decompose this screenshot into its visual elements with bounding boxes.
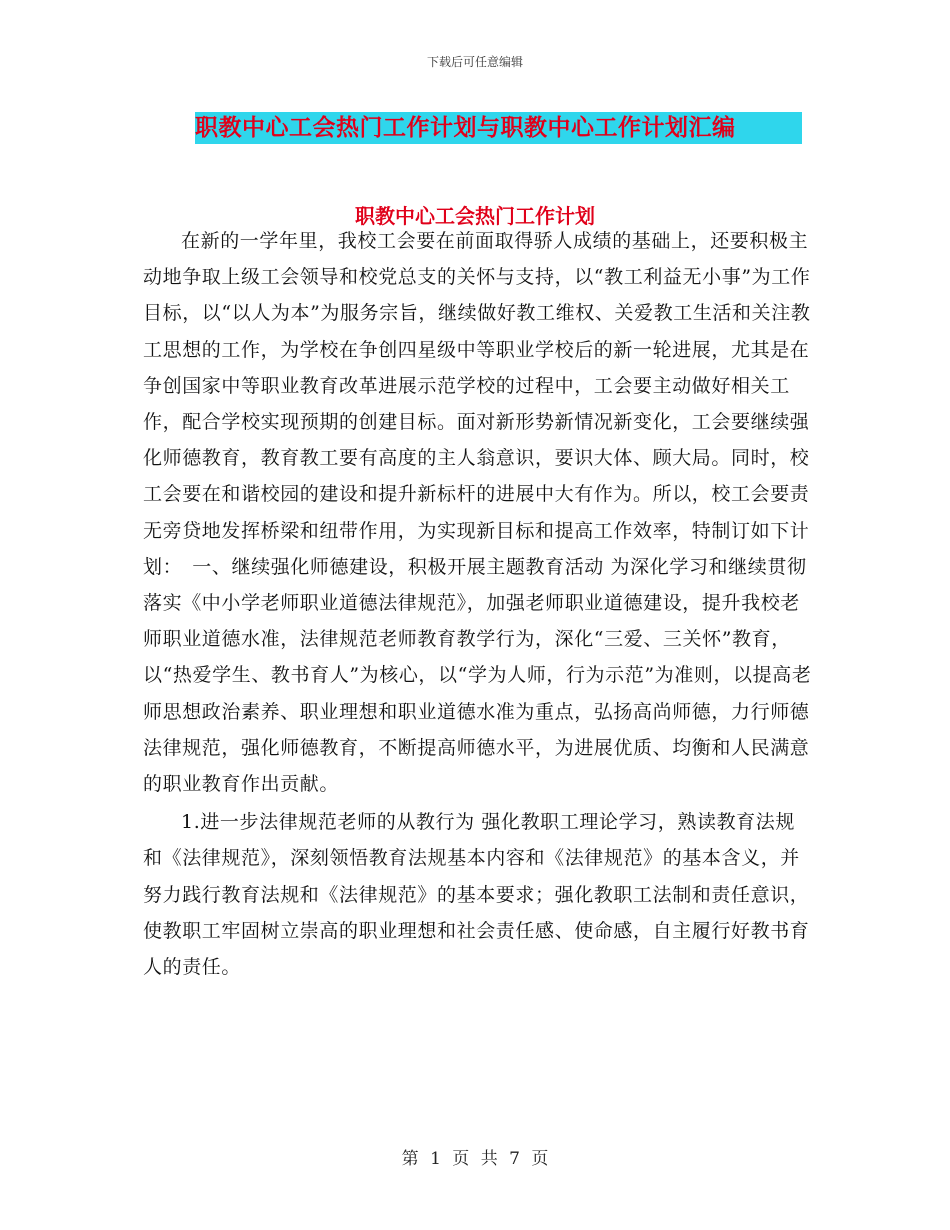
document-main-title: 职教中心工会热门工作计划与职教中心工作计划汇编 (195, 112, 802, 144)
body-paragraph: 在新的一学年里，我校工会要在前面取得骄人成绩的基础上，还要积极主动地争取上级工会领导和校党总支的关怀与支持，以“教工利益无小事”为工作目标，以“以人为本”为服务宗旨，继续做好教工维权、关爱教工生活和关注教工思想的工作，为学校在争创四星级中等职业学校后的新一轮进展，尤其是在争创国家中等职业教育改革进展示范学校的过程中，工会要主动做好相关工作，配合学校实现预期的创建目标。面对新形势新情况新变化，工会要继续强化师德教育，教育教工要有高度的主人翁意识，要识大体、顾大局。同时，校工会要在和谐校园的建设和提升新标杆的进展中大有作为。所以，校工会要责无旁贷地发挥桥梁和纽带作用，为实现新目标和提高工作效率，特制订如下计划： 一、继续强化师德建设，积极开展主题教育活动 为深化学习和继续贯彻落实《中小学老师职业道德法律规范》，加强老师职业道德建设，提升我校老师职业道德水准，法律规范老师教育教学行为，深化“三爱、三关怀”教育，以“热爱学生、教书育人”为核心，以“学为人师，行为示范”为准则，以提高老师思想政治素养、职业理想和职业道德水准为重点，弘扬高尚师德，力行师德法律规范，强化师德教育，不断提高师德水平，为进展优质、均衡和人民满意的职业教育作出贡献。 (143, 230, 812, 796)
body-paragraph: 1.进一步法律规范老师的从教行为 强化教职工理论学习，熟读教育法规和《法律规范》，深刻领悟教育法规基本内容和《法律规范》的基本含义，并努力践行教育法规和《法律规范》的基本要求；强化教职工法制和责任意识，使教职工牢固树立崇高的职业理想和社会责任感、使命感，自主履行好教书育人的责任。 (143, 811, 810, 979)
page-number-footer: 第 1 页 共 7 页 (401, 1149, 549, 1169)
document-body (143, 223, 813, 985)
header-note: 下载后可任意编辑 (426, 55, 523, 69)
section-title: 职教中心工会热门工作计划 (355, 204, 595, 228)
